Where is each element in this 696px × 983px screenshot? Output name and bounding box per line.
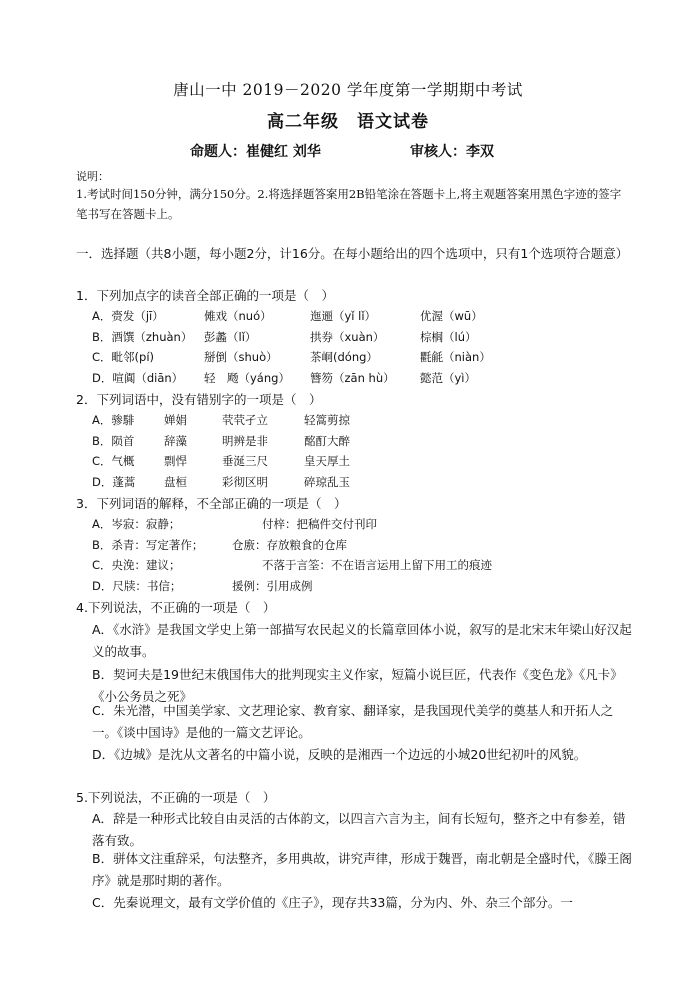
option-cell: 轻篙剪掠 <box>304 413 350 427</box>
option-cell: 婵娟 <box>164 413 187 427</box>
option-cell: 簪笏（zān hù） <box>310 370 395 385</box>
option-cell: B．酒馔（zhuàn） <box>92 329 193 344</box>
question-4-stem: 4.下列说法，不正确的一项是（ ） <box>76 600 276 615</box>
option-cell: 酩酊大醉 <box>304 433 350 448</box>
option-cell: 茕茕孑立 <box>222 413 268 427</box>
option-cell: 盘桓 <box>164 474 187 489</box>
option-cell: A．岑寂：寂静； <box>92 517 181 531</box>
option-cell: 付梓：把稿件交付刊印 <box>262 517 377 531</box>
option-cell: 明辨是非 <box>222 433 268 448</box>
option-cell: 棕榈（lú） <box>420 329 477 344</box>
option-cell: 迤逦（yǐ lǐ） <box>310 309 377 323</box>
option-cell: A．骖騑 <box>92 413 135 427</box>
option-cell: 优渥（wū） <box>420 309 483 323</box>
option-cell: 剽悍 <box>164 454 187 468</box>
question-5-option-c: C．先秦说理文，最有文学价值的《庄子》，现存共33篇，分为内、外、杂三个部分。一 <box>92 895 573 910</box>
question-setters: 命题人：崔健红 刘华 <box>190 144 321 160</box>
option-cell: D．喧阗（diān） <box>92 370 184 385</box>
question-4-option-c: C．朱光潜，中国美学家、文艺理论家、教育家、翻译家，是我国现代美学的奠基人和开拓人之一。《谈中国诗》是他的一篇文艺评论。 <box>92 703 614 740</box>
option-cell: D．蓬蒿 <box>92 474 136 489</box>
author-line <box>190 141 494 161</box>
option-cell: B．杀青：写定著作； <box>92 537 204 552</box>
option-cell: 懿范（yì） <box>420 370 477 385</box>
option-cell: 茶峒(dóng） <box>310 350 378 364</box>
question-3-stem: 3．下列词语的解释，不全部正确的一项是（ ） <box>76 496 347 511</box>
question-4-option-b: B．契诃夫是19世纪末俄国伟大的批判现实主义作家，短篇小说巨匠，代表作《变色龙》《凡卡》《小公务员之死》 <box>92 667 623 704</box>
option-cell: 氍毹（niàn） <box>420 350 491 364</box>
section-heading: 一．选择题（共8小题，每小题2分，计16分。在每小题给出的四个选项中，只有1个选项符合题意） <box>76 246 629 261</box>
option-cell: 仓廒：存放粮食的仓库 <box>232 537 347 552</box>
question-5-option-b: B．骈体文注重辞采，句法整齐，多用典故，讲究声律，形成于魏晋，南北朝是全盛时代，《滕王阁序》就是那时期的著作。 <box>92 851 632 888</box>
option-cell: A．赍发（jī） <box>92 309 164 323</box>
option-cell: 彩彻区明 <box>222 474 268 489</box>
reviewer: 审核人：李双 <box>410 144 494 160</box>
option-cell: 彭蠡（lǐ） <box>204 329 257 344</box>
exam-title: 唐山一中 2019－2020 学年度第一学期期中考试 <box>173 81 523 99</box>
option-cell: 援例：引用成例 <box>232 578 313 593</box>
option-cell: 轻 飏（yáng） <box>204 370 290 385</box>
question-2-stem: 2．下列词语中，没有错别字的一项是（ ） <box>76 392 322 407</box>
option-cell: D．尺牍：书信； <box>92 578 182 593</box>
question-5-stem: 5.下列说法，不正确的一项是（ ） <box>76 790 276 805</box>
option-cell: C．毗邻(pí) <box>92 350 154 364</box>
instructions-heading: 说明： <box>76 170 109 183</box>
question-4-option-a: A．《水浒》是我国文学史上第一部描写农民起义的长篇章回体小说，叙写的是北宋末年梁山好汉起义的故事。 <box>92 622 632 659</box>
option-cell: 不落于言筌：不在语言运用上留下用工的痕迹 <box>262 558 492 572</box>
option-cell: 傩戏（nuó） <box>204 309 272 323</box>
option-cell: B．陨首 <box>92 433 135 448</box>
option-cell: 垂涎三尺 <box>222 454 268 468</box>
option-cell: C．央浼：建议； <box>92 558 181 572</box>
option-cell: 掰倒（shuò） <box>204 350 278 364</box>
option-cell: 皇天厚土 <box>304 454 350 468</box>
question-1-stem: 1．下列加点字的读音全部正确的一项是（ ） <box>76 288 334 303</box>
option-cell: 拱券（xuàn） <box>310 329 385 344</box>
instructions-text: 1.考试时间150分钟，满分150分。2.将选择题答案用2B铅笔涂在答题卡上,将主观题答案用黑色字迹的签字笔书写在答题卡上。 <box>76 187 622 221</box>
question-5-option-a: A．辞是一种形式比较自由灵活的古体韵文，以四言六言为主，间有长短句，整齐之中有参差，错落有致。 <box>92 811 626 848</box>
question-4-option-d: D．《边城》是沈从文著名的中篇小说，反映的是湘西一个边远的小城20世纪初叶的风貌。 <box>92 747 587 762</box>
option-cell: 辞藻 <box>164 433 187 448</box>
exam-subtitle: 高二年级 语文试卷 <box>267 112 429 132</box>
option-cell: C．气概 <box>92 454 135 468</box>
option-cell: 碎琼乱玉 <box>304 474 350 489</box>
